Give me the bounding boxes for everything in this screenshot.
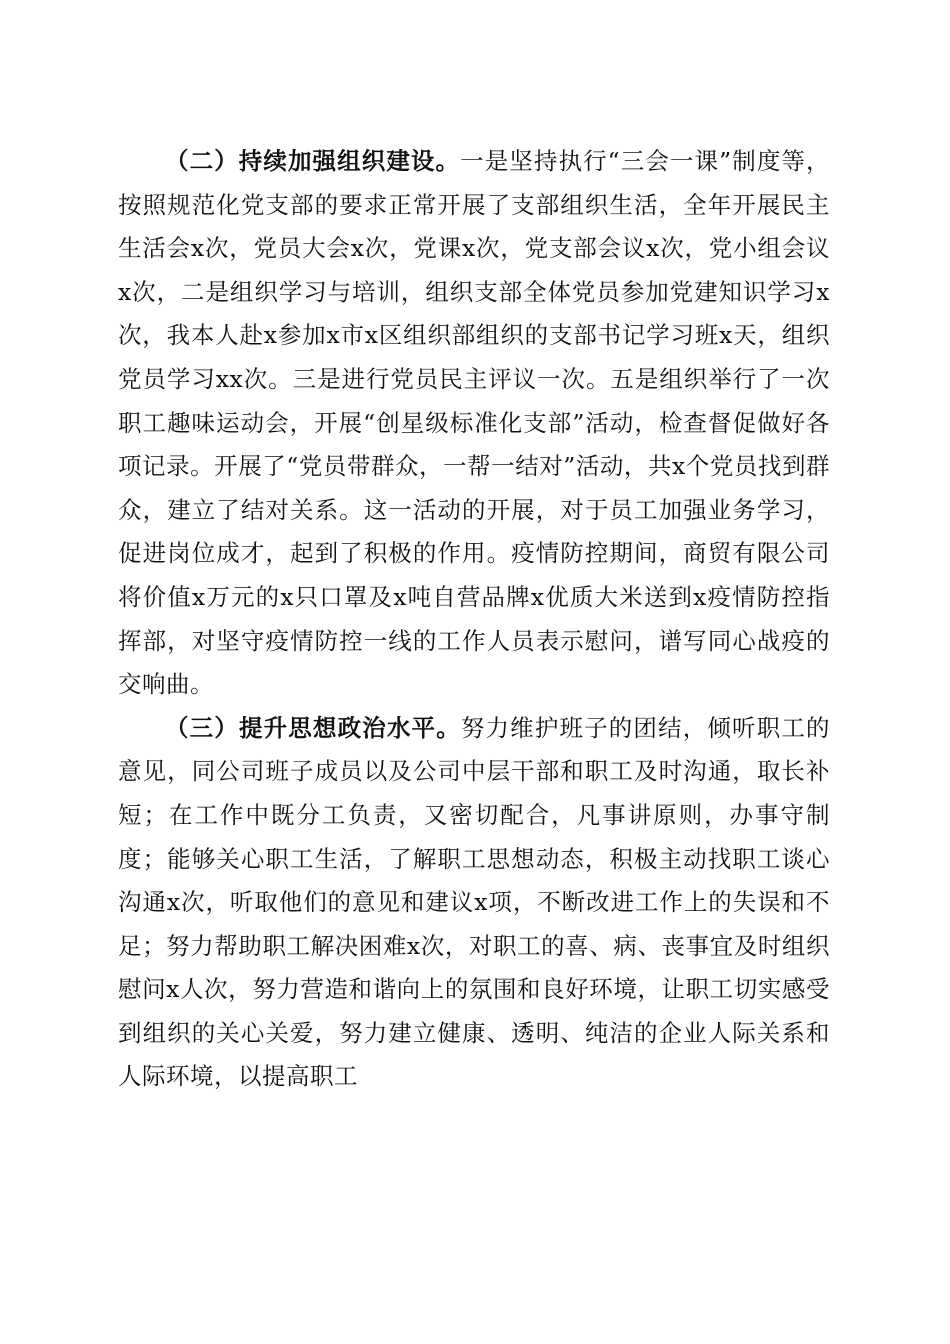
document-body <box>118 140 830 1099</box>
paragraph-text: 一是坚持执行“三会一课”制度等，按照规范化党支部的要求正常开展了支部组织生活，全年开展民主生活会x次，党员大会x次，党课x次，党支部会议x次，党小组会议x次，二是组织学习与培训，组织支部全体党员参加党建知识学习x次，我本人赴x参加x市x区组织部组织的支部书记学习班x天，组织党员学习xx次。三是进行党员民主评议一次。五是组织举行了一次职工趣味运动会，开展“创星级标准化支部”活动，检查督促做好各项记录。开展了“党员带群众，一帮一结对”活动，共x个党员找到群众，建立了结对关系。这一活动的开展，对于员工加强业务学习，促进岗位成才，起到了积极的作用。疫情防控期间，商贸有限公司将价值x万元的x只口罩及x吨自营品牌x优质大米送到x疫情防控指挥部，对坚守疫情防控一线的工作人员表示慰问，谱写同心战疫的交响曲。 <box>118 147 831 699</box>
paragraph-political-level <box>118 707 830 1099</box>
paragraph-text: 努力维护班子的团结，倾听职工的意见，同公司班子成员以及公司中层干部和职工及时沟通，取长补短；在工作中既分工负责，又密切配合，凡事讲原则，办事守制度；能够关心职工生活，了解职工思想动态，积极主动找职工谈心沟通x次，听取他们的意见和建议x项，不断改进工作上的失误和不足；努力帮助职工解决困难x次，对职工的喜、病、丧事宜及时组织慰问x人次，努力营造和谐向上的氛围和良好环境，让职工切实感受到组织的关心关爱，努力建立健康、透明、纯洁的企业人际关系和人际环境，以提高职工 <box>118 713 831 1091</box>
section-heading-organization-building: （二）持续加强组织建设。 <box>165 147 461 175</box>
paragraph-organization-building <box>118 140 830 707</box>
section-heading-political-level: （三）提升思想政治水平。 <box>165 713 461 742</box>
